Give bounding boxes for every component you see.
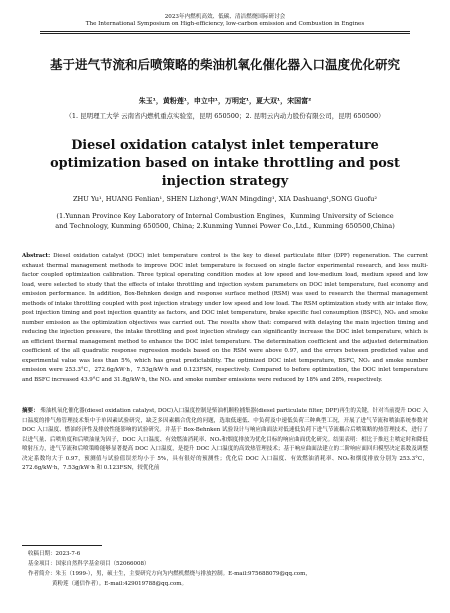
header-rule [40, 31, 410, 32]
english-title: Diesel oxidation catalyst inlet temperature optimization based on intake throttling and post injection strategy [50, 138, 400, 189]
header-rule-double [40, 33, 410, 34]
running-header-en: The International Symposium on High-efficiency, low-carbon emission and Combustion in Engines [85, 21, 365, 27]
footnote-received: 收稿日期：2023-7-6 [28, 551, 81, 557]
abstract-body: Diesel oxidation catalyst (DOC) inlet temperature control is the key to diesel particulate filter (DPF) regeneration. The current exhaust thermal management methods to improve DOC inlet temperature is focused on single factor experimental research, and less multi-factor coupled optimization calibration. Three typical operating condition modes at low speed and low-medium load, medium speed and low load, were selected to study that the effects of intake throttling and injection system parameters on DOC inlet temperature, fuel economy and emission performance. In addition, Box-Behnken design and response surface method (RSM) was used to research the thermal management methods of intake throttling coupled with post injection strategy under low speed and low load. The RSM optimization study with air intake flow, post injection timing and post injection quantity as factors, and DOC inlet temperature, brake specific fuel consumption (BSFC), NOₓ and smoke number emission as the optimization objectives was carried out. The results show that: compared with delaying the main injection timing and reducing the injection pressure, the intake throttling and post injection strategy can significantly increase the DOC inlet temperature, which is an efficient thermal management method to enhance the DOC inlet temperature. The determination coefficient and the adjusted determination coefficient of the all quadratic response regression models based on the RSM were above 0.97, and the errors between predicted value and experimental value was less than 5%, which has great predictability. The optimized DOC inlet temperature, BSFC, NOₓ and smoke number emission were 253.3°C，272.6g/kW·h，7.53g/kW·h and 0.123FSN, respectively. Compared to before optimization, the DOC inlet temperature and BSFC increased 43.9°C and 31.8g/kW·h, the NOₓ and smoke number emissions were reduced by 18% and 28%, respectively. [22, 253, 429, 383]
chinese-abstract [22, 407, 428, 474]
english-abstract [22, 252, 428, 385]
footnote-contact: 黄粉莲（通信作者）。E-mail:429019788@qq.com。 [52, 581, 187, 587]
english-authors: ZHU Yu¹, HUANG Fenlian¹, SHEN Lizhong¹,WAN Mingding¹, XIA Dashuang¹,SONG Guofu² [72, 195, 378, 203]
footnote-rule [22, 545, 102, 546]
chinese-title: 基于进气节流和后喷策略的柴油机氧化催化器入口温度优化研究 [50, 57, 401, 72]
chinese-affiliation: （1. 昆明理工大学 云南省内燃机重点实验室，昆明 650500；2. 昆明云内动力股份有限公司，昆明 650500） [65, 112, 385, 120]
running-header-zh: 2023年内燃机高效、低碳、清洁燃烧国际研讨会 [164, 14, 286, 20]
chinese-authors: 朱玉¹，黄粉莲¹，申立中¹，万明定¹，夏大双¹，宋国富² [138, 97, 312, 105]
footnote-funding: 基金项目：国家自然科学基金项目（52066008） [28, 561, 150, 567]
chinese-abstract-body: 柴油机氧化催化器(diesel oxidation catalyst, DOC)入口温度控制是柴油机颗粒捕集器(diesel particulate filter, DPF)再生的关键，针对当前提升 DOC 入口温度的排气热管理技术集中于单因素试验研究，缺乏多因素耦合优化的问题，选取低速低、中负荷及中速低负荷三种典型工况，开展了进气节流和喷油系统参数对 DOC 入口温度、燃油经济性及排放性能影响的试验研究。并基于 Box-Behnken 试验设计与响应曲面法对低速低负荷下进气节流耦合后喷策略的热管理技术，进行了以进气量、后喷角度和后喷油量为因子，DOC 入口温度、有效燃油消耗率、NOₓ和烟度排放为优化目标的响应曲面优化研究。结果表明：相比于推迟主喷定时和降低喷射压力，进气节流和后喷策略能够显著提高 DOC 入口温度，是提升 DOC 入口温度的高效热管理技术；基于响应曲面法建立的二阶响应面回归模型决定系数及调整决定系数均大于 0.97，预测值与试验值误差均小于 5%，具有很好的预测性；优化后 DOC 入口温度、有效燃油消耗率、NOₓ和烟度排放分别为 253.3°C，272.6g/kW·h，7.53g/kW·h 和 0.123FSN，较优化前 [22, 408, 428, 471]
footnote-author-info: 作者简介：朱玉（1999-），男，硕士生，主要研究方向为内燃机燃烧与排放控制。E-mail:975688079@qq.com， [28, 571, 311, 577]
abstract-label: Abstract: [22, 253, 51, 259]
english-affiliation: (1.Yunnan Province Key Laboratory of Internal Combustion Engines，Kunming University of Science and Technology, Kunming 650500, China; 2.Kunming Yunnei Power Co.,Ltd., Kunming 650500,China) [55, 212, 395, 230]
chinese-abstract-label: 摘要： [22, 408, 39, 414]
